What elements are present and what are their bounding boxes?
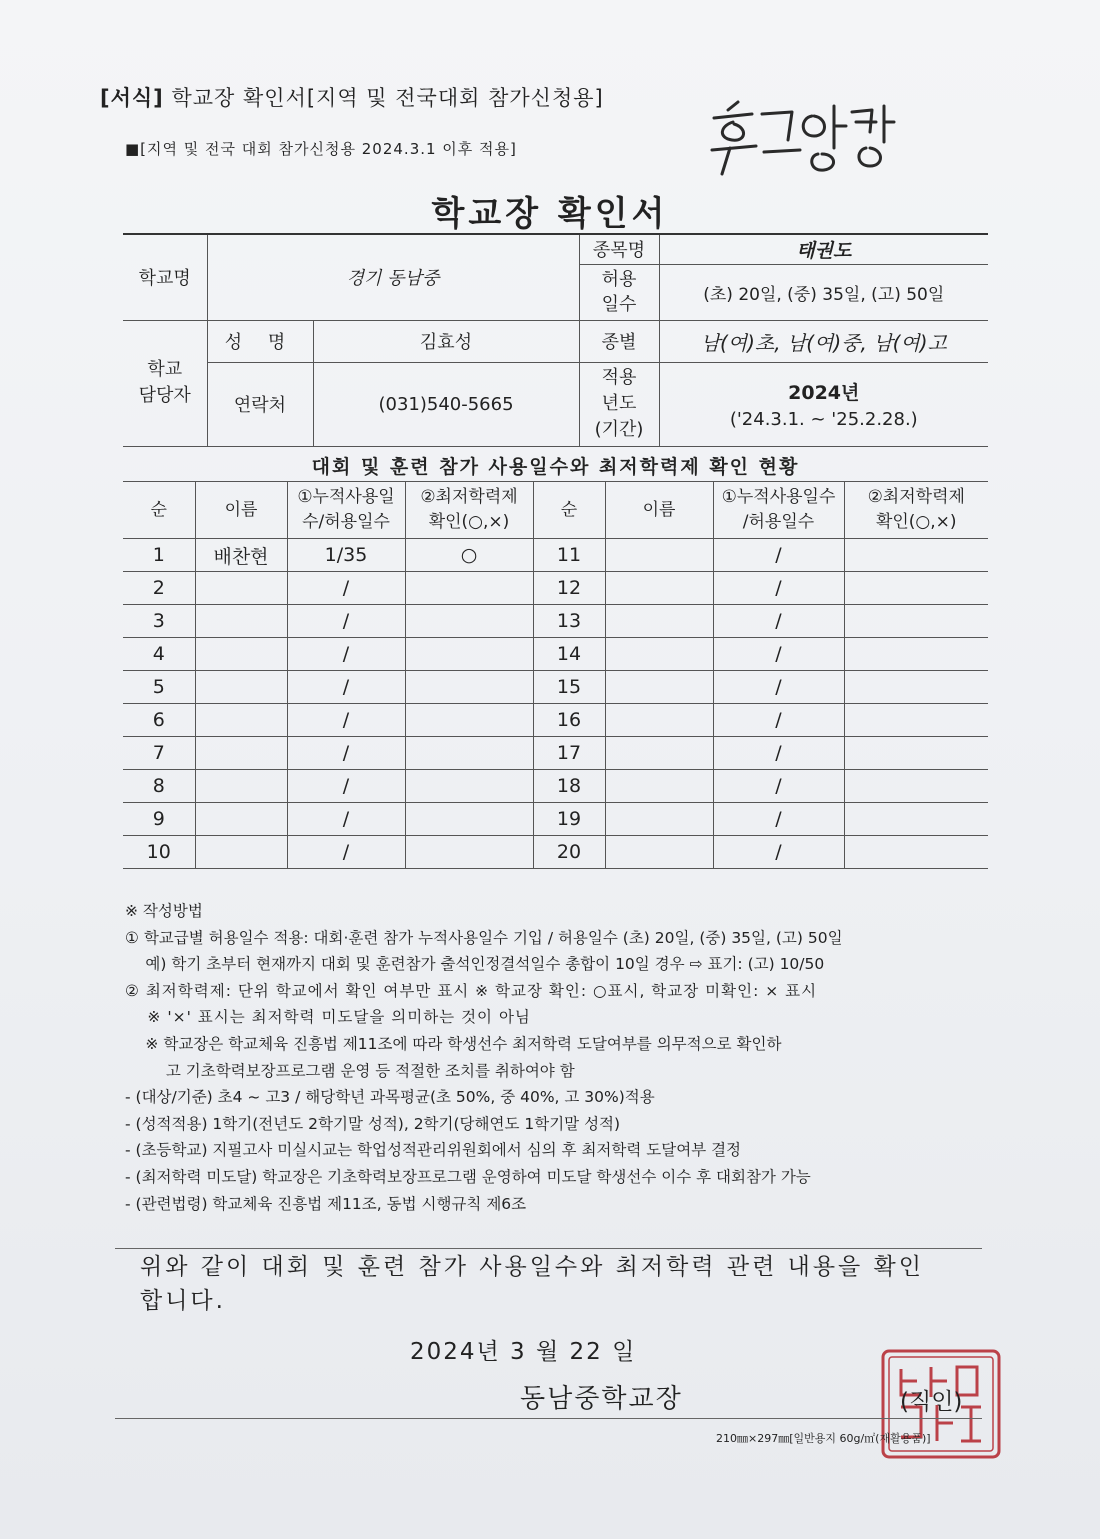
cell-days: / bbox=[287, 803, 405, 836]
principal-name: 동남중학교장 bbox=[520, 1384, 683, 1414]
table-row bbox=[123, 671, 988, 704]
cell-name bbox=[195, 704, 287, 737]
cell-days-2: / bbox=[713, 737, 844, 770]
cell-academic bbox=[405, 770, 533, 803]
table-row bbox=[123, 572, 988, 605]
cell-order: 1 bbox=[123, 539, 195, 572]
sport-label: 종목명 bbox=[579, 234, 659, 264]
note-line: ※ '×' 표시는 최저학력 미도달을 의미하는 것이 아님 bbox=[125, 1008, 531, 1027]
cell-name bbox=[195, 737, 287, 770]
cell-order-2: 17 bbox=[533, 737, 605, 770]
form-subtitle: ■[지역 및 전국 대회 참가신청용 2024.3.1 이후 적용] bbox=[125, 140, 517, 158]
cell-academic bbox=[405, 803, 533, 836]
year-cell bbox=[659, 362, 988, 446]
table-row bbox=[123, 704, 988, 737]
cell-order: 9 bbox=[123, 803, 195, 836]
cell-name-2 bbox=[605, 539, 713, 572]
cell-days: / bbox=[287, 770, 405, 803]
note-line: ① 학교급별 허용일수 적용: 대회·훈련 참가 누적사용일수 기입 / 허용일수 (초) 20일, (중) 35일, (고) 50일 bbox=[125, 928, 843, 947]
cell-academic bbox=[405, 704, 533, 737]
cell-name bbox=[195, 605, 287, 638]
note-line: - (관련법령) 학교체육 진흥법 제11조, 동법 시행규칙 제6조 bbox=[125, 1194, 527, 1213]
cell-days: / bbox=[287, 671, 405, 704]
table-row bbox=[123, 836, 988, 869]
category-label: 종별 bbox=[579, 320, 659, 362]
allowed-days-label: 허용 일수 bbox=[579, 264, 659, 320]
handwritten-note-icon bbox=[700, 92, 900, 182]
confirmation-line2: 합니다. bbox=[140, 1288, 226, 1314]
confirmation-text bbox=[140, 1250, 924, 1318]
cell-order: 3 bbox=[123, 605, 195, 638]
cell-order: 8 bbox=[123, 770, 195, 803]
cell-order: 2 bbox=[123, 572, 195, 605]
info-table bbox=[123, 233, 988, 447]
cell-name bbox=[195, 572, 287, 605]
cell-order-2: 18 bbox=[533, 770, 605, 803]
form-bracket: [서식] bbox=[100, 86, 164, 110]
cell-academic bbox=[405, 737, 533, 770]
roster-section-title: 대회 및 훈련 참가 사용일수와 최저학력제 확인 현황 bbox=[311, 456, 800, 478]
year-period: ('24.3.1. ~ '25.2.28.) bbox=[729, 409, 918, 430]
cell-order-2: 12 bbox=[533, 572, 605, 605]
cell-academic bbox=[405, 572, 533, 605]
note-line: 예) 학기 초부터 현재까지 대회 및 훈련참가 출석인정결석일수 총합이 10일 경우 ⇨ 표기: (고) 10/50 bbox=[125, 955, 825, 974]
contact-label: 연락처 bbox=[207, 362, 313, 446]
document-title: 학교장 확인서 bbox=[431, 194, 669, 234]
cell-days: / bbox=[287, 638, 405, 671]
divider-top bbox=[115, 1248, 982, 1249]
note-line: - (최저학력 미도달) 학교장은 기초학력보장프로그램 운영하여 미도달 학생선수 이수 후 대회참가 가능 bbox=[125, 1167, 811, 1186]
sport-value: 태권도 bbox=[659, 234, 988, 264]
cell-name-2 bbox=[605, 737, 713, 770]
cell-academic-2 bbox=[844, 539, 988, 572]
notes-lines bbox=[125, 925, 843, 1218]
confirmation-line1: 위와 같이 대회 및 훈련 참가 사용일수와 최저학력 관련 내용을 확인 bbox=[140, 1254, 924, 1280]
cell-days-2: / bbox=[713, 572, 844, 605]
paper-size-note: 210㎜×297㎜[일반용지 60g/㎡(재활용품)] bbox=[716, 1432, 931, 1445]
cell-name-2 bbox=[605, 704, 713, 737]
cell-order-2: 16 bbox=[533, 704, 605, 737]
cell-days: / bbox=[287, 704, 405, 737]
school-value: 경기 동남중 bbox=[207, 234, 579, 320]
cell-name-2 bbox=[605, 770, 713, 803]
cell-academic-2 bbox=[844, 572, 988, 605]
cell-order-2: 11 bbox=[533, 539, 605, 572]
cell-days: 1/35 bbox=[287, 539, 405, 572]
cell-academic-2 bbox=[844, 605, 988, 638]
note-line: ② 최저학력제: 단위 학교에서 확인 여부만 표시 ※ 학교장 확인: ○표시, 학교장 미확인: × 표시 bbox=[125, 981, 818, 1000]
cell-academic-2 bbox=[844, 638, 988, 671]
header-order-2: 순 bbox=[533, 482, 605, 539]
note-line: - (초등학교) 지필고사 미실시교는 학업성적관리위원회에서 심의 후 최저학력 도달여부 결정 bbox=[125, 1141, 742, 1160]
table-row bbox=[123, 638, 988, 671]
cell-academic bbox=[405, 836, 533, 869]
cell-order: 5 bbox=[123, 671, 195, 704]
contact-value: (031)540-5665 bbox=[313, 362, 579, 446]
cell-days: / bbox=[287, 737, 405, 770]
header-name-2: 이름 bbox=[605, 482, 713, 539]
table-row bbox=[123, 770, 988, 803]
cell-academic bbox=[405, 671, 533, 704]
note-line: 고 기초학력보장프로그램 운영 등 적절한 조치를 취하여야 함 bbox=[125, 1061, 575, 1080]
cell-name bbox=[195, 803, 287, 836]
cell-days-2: / bbox=[713, 770, 844, 803]
cell-name bbox=[195, 671, 287, 704]
cell-name-2 bbox=[605, 572, 713, 605]
cell-academic bbox=[405, 605, 533, 638]
category-value: 남(여)초, 남(여)중, 남(여)고 bbox=[659, 320, 988, 362]
cell-days: / bbox=[287, 572, 405, 605]
cell-order: 7 bbox=[123, 737, 195, 770]
header-days: ①누적사용일 수/허용일수 bbox=[287, 482, 405, 539]
cell-name-2 bbox=[605, 803, 713, 836]
year-value: 2024년 bbox=[788, 382, 860, 404]
cell-days-2: / bbox=[713, 638, 844, 671]
notes-heading: ※ 작성방법 bbox=[125, 902, 203, 920]
cell-academic-2 bbox=[844, 770, 988, 803]
cell-name-2 bbox=[605, 605, 713, 638]
cell-days: / bbox=[287, 605, 405, 638]
cell-days-2: / bbox=[713, 671, 844, 704]
cell-order: 4 bbox=[123, 638, 195, 671]
header-academic: ②최저학력제 확인(○,×) bbox=[405, 482, 533, 539]
roster-header-row bbox=[123, 482, 988, 539]
table-row bbox=[123, 539, 988, 572]
name-label: 성 명 bbox=[207, 320, 313, 362]
allowed-days-value: (초) 20일, (중) 35일, (고) 50일 bbox=[659, 264, 988, 320]
cell-days-2: / bbox=[713, 803, 844, 836]
cell-order-2: 14 bbox=[533, 638, 605, 671]
note-line: ※ 학교장은 학교체육 진흥법 제11조에 따라 학생선수 최저학력 도달여부를 의무적으로 확인하 bbox=[125, 1034, 782, 1053]
header-days-2: ①누적사용일수 /허용일수 bbox=[713, 482, 844, 539]
note-line: - (성적적용) 1학기(전년도 2학기말 성적), 2학기(당해연도 1학기말 성적) bbox=[125, 1114, 621, 1133]
form-title: 학교장 확인서[지역 및 전국대회 참가신청용] bbox=[171, 86, 604, 110]
cell-academic-2 bbox=[844, 737, 988, 770]
seal-word: (직인) bbox=[900, 1389, 963, 1415]
cell-name bbox=[195, 836, 287, 869]
table-row bbox=[123, 803, 988, 836]
cell-days-2: / bbox=[713, 539, 844, 572]
cell-name-2 bbox=[605, 836, 713, 869]
cell-order-2: 20 bbox=[533, 836, 605, 869]
cell-days-2: / bbox=[713, 605, 844, 638]
cell-name: 배찬현 bbox=[195, 539, 287, 572]
header-academic-2: ②최저학력제 확인(○,×) bbox=[844, 482, 988, 539]
cell-name bbox=[195, 770, 287, 803]
roster-table bbox=[123, 481, 988, 869]
cell-name-2 bbox=[605, 671, 713, 704]
school-label: 학교명 bbox=[123, 234, 207, 320]
cell-order: 10 bbox=[123, 836, 195, 869]
name-value: 김효성 bbox=[313, 320, 579, 362]
cell-academic-2 bbox=[844, 836, 988, 869]
cell-name bbox=[195, 638, 287, 671]
cell-days: / bbox=[287, 836, 405, 869]
cell-order-2: 13 bbox=[533, 605, 605, 638]
cell-academic bbox=[405, 638, 533, 671]
form-label bbox=[100, 82, 604, 112]
header-name: 이름 bbox=[195, 482, 287, 539]
cell-order-2: 15 bbox=[533, 671, 605, 704]
writing-notes bbox=[125, 898, 843, 1217]
cell-order: 6 bbox=[123, 704, 195, 737]
cell-academic-2 bbox=[844, 671, 988, 704]
table-row bbox=[123, 605, 988, 638]
manager-label: 학교 담당자 bbox=[123, 320, 207, 446]
cell-academic: ○ bbox=[405, 539, 533, 572]
table-row bbox=[123, 737, 988, 770]
year-label: 적용 년도 (기간) bbox=[579, 362, 659, 446]
confirmation-date: 2024년 3 월 22 일 bbox=[410, 1339, 637, 1365]
cell-name-2 bbox=[605, 638, 713, 671]
header-order: 순 bbox=[123, 482, 195, 539]
cell-academic-2 bbox=[844, 704, 988, 737]
cell-days-2: / bbox=[713, 836, 844, 869]
cell-order-2: 19 bbox=[533, 803, 605, 836]
divider-bottom bbox=[115, 1418, 982, 1419]
note-line: - (대상/기준) 초4 ~ 고3 / 해당학년 과목평균(초 50%, 중 40%, 고 30%)적용 bbox=[125, 1088, 655, 1107]
cell-academic-2 bbox=[844, 803, 988, 836]
cell-days-2: / bbox=[713, 704, 844, 737]
